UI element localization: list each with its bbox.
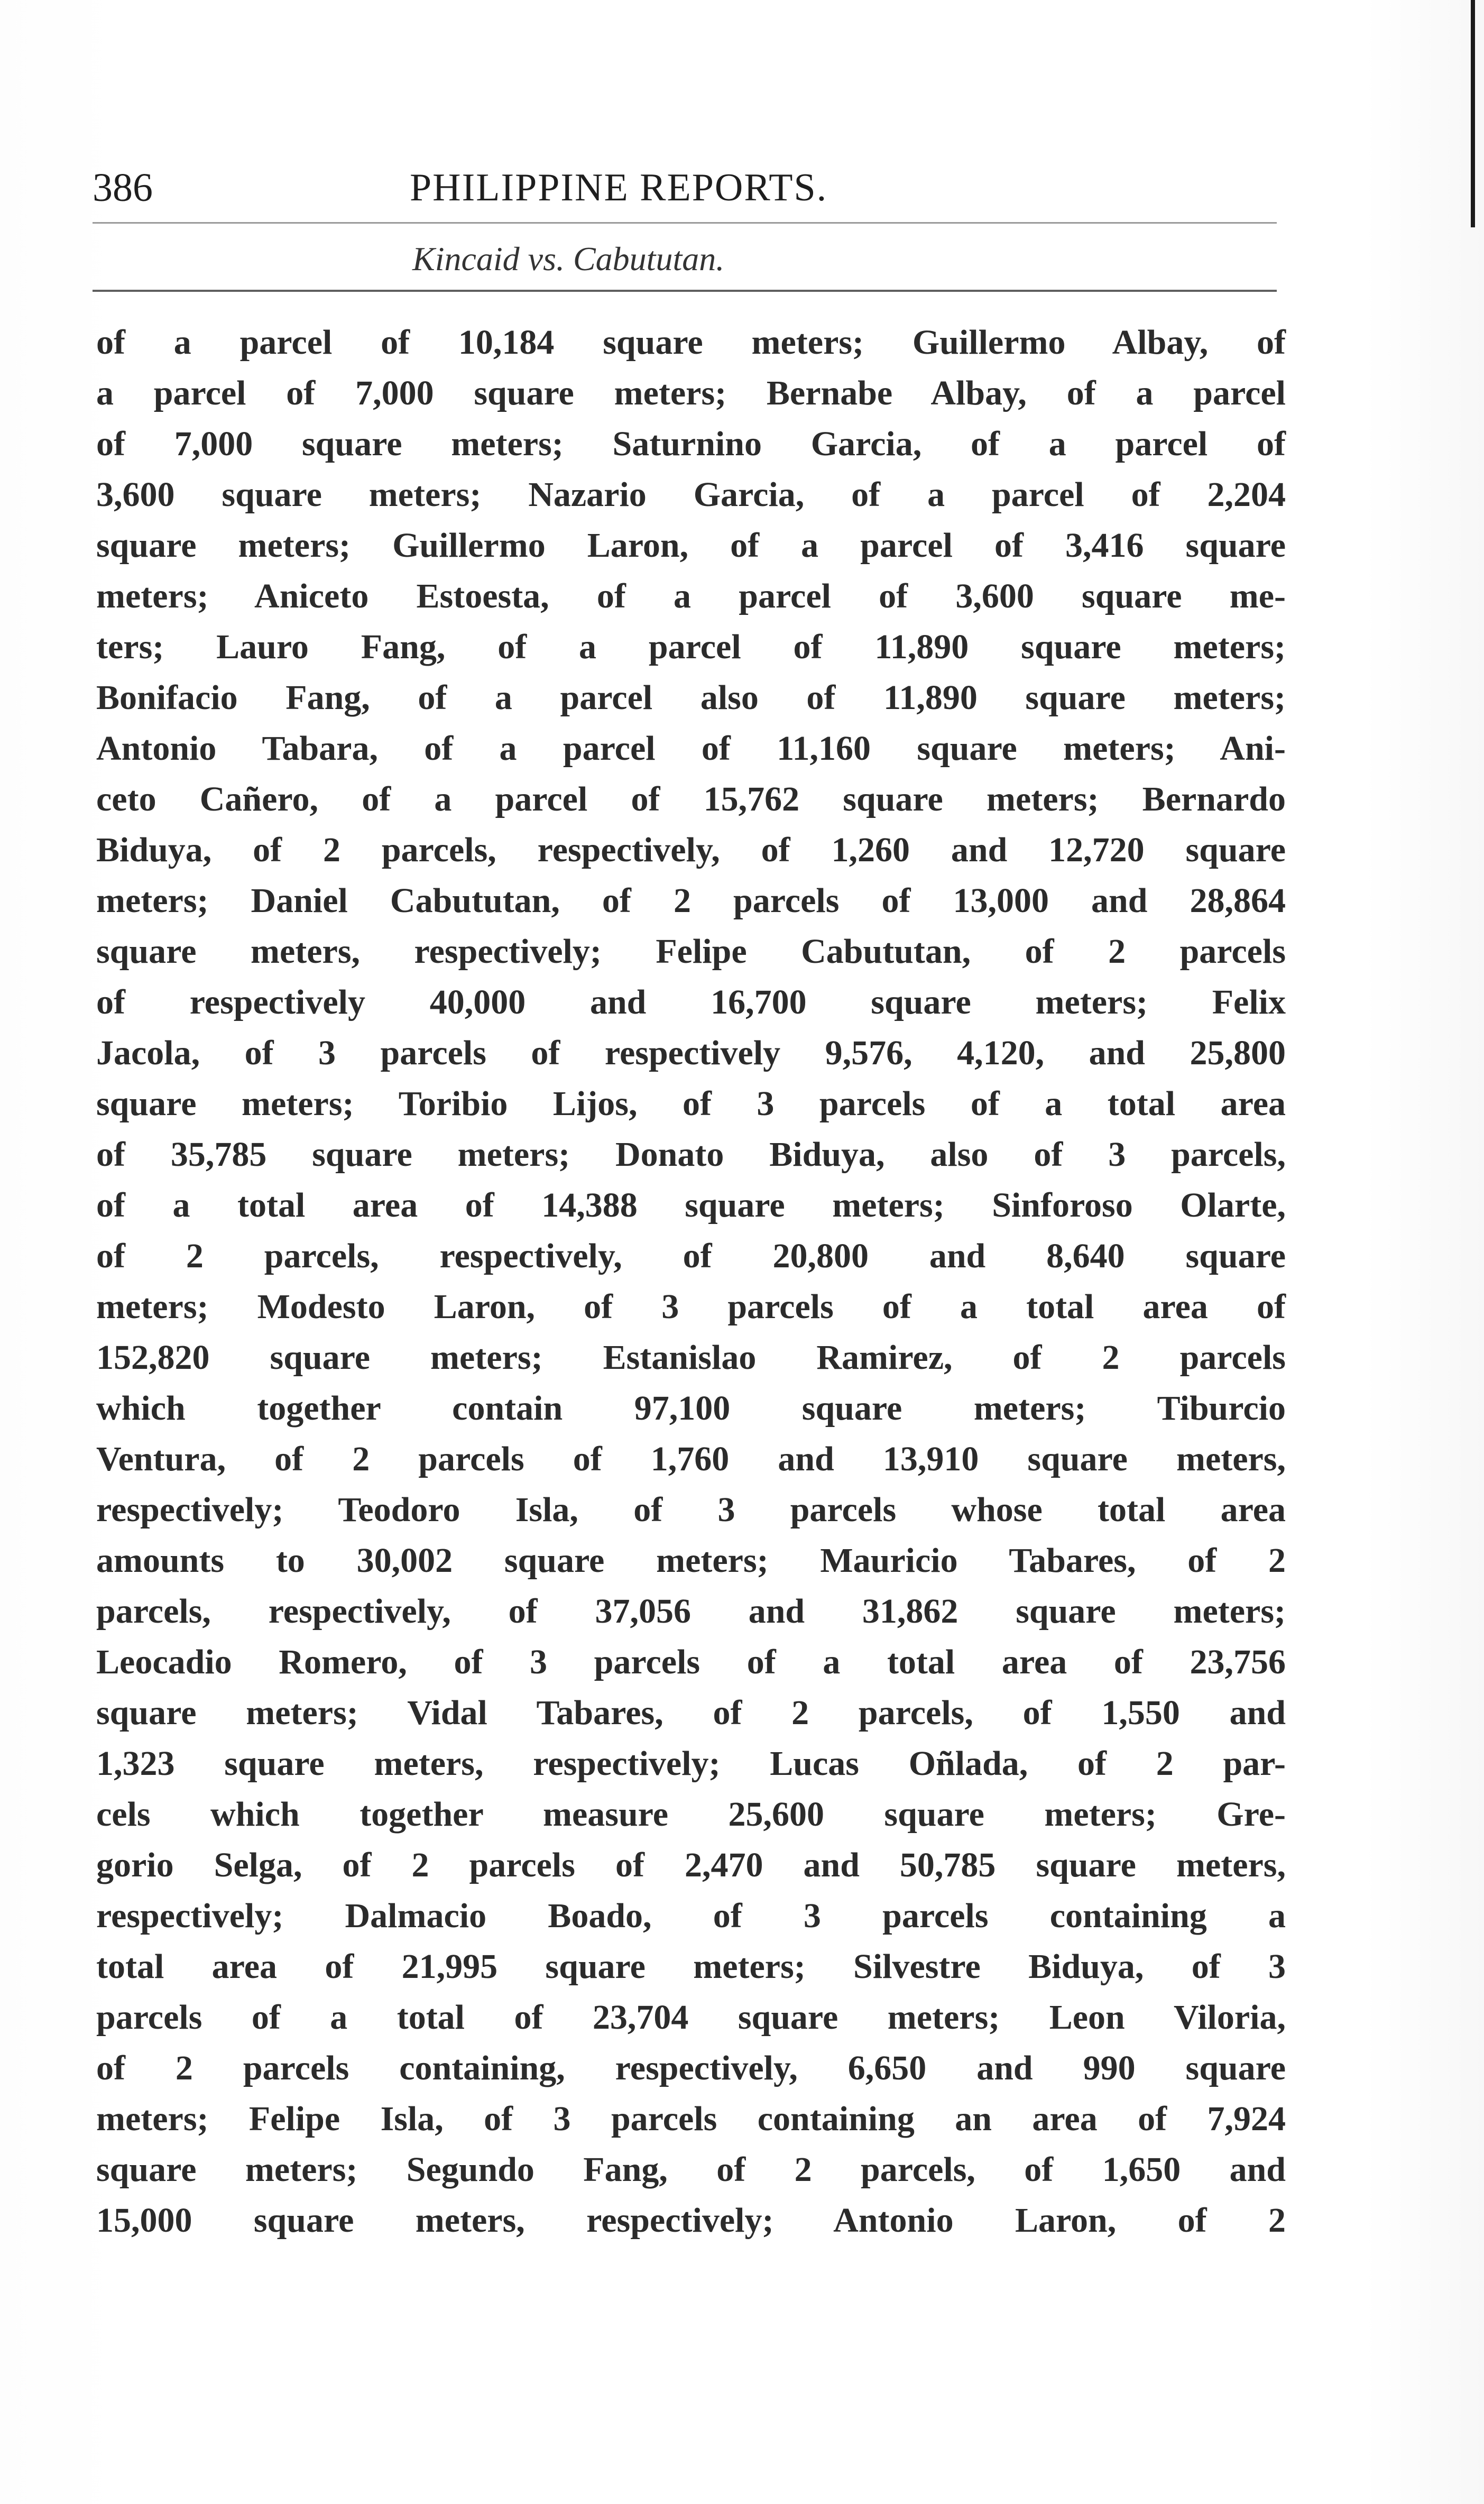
text-line: ters; Lauro Fang, of a parcel of 11,890 square meters; [96, 628, 1286, 666]
running-title: PHILIPPINE REPORTS. [410, 166, 828, 209]
text-line: parcels, respectively, of 37,056 and 31,862 square meters; [96, 1592, 1286, 1631]
text-line: meters; Felipe Isla, of 3 parcels containing an area of 7,924 [96, 2100, 1286, 2138]
text-line: 15,000 square meters, respectively; Antonio Laron, of 2 [96, 2201, 1286, 2240]
case-title-rule [93, 290, 1277, 292]
text-line: which together contain 97,100 square meters; Tiburcio [96, 1389, 1286, 1428]
text-line: meters; Aniceto Estoesta, of a parcel of 3,600 square me- [96, 577, 1286, 615]
text-line: total area of 21,995 square meters; Silvestre Biduya, of 3 [96, 1947, 1286, 1986]
body-text [96, 317, 1286, 2246]
text-line: of a parcel of 10,184 square meters; Guillermo Albay, of [96, 323, 1286, 362]
text-line: of 35,785 square meters; Donato Biduya, also of 3 parcels, [96, 1135, 1286, 1174]
text-line: Biduya, of 2 parcels, respectively, of 1,260 and 12,720 square [96, 831, 1286, 869]
text-line: square meters; Toribio Lijos, of 3 parcels of a total area [96, 1084, 1286, 1123]
text-line: Ventura, of 2 parcels of 1,760 and 13,910 square meters, [96, 1440, 1286, 1478]
text-line: 1,323 square meters, respectively; Lucas Oñlada, of 2 par- [96, 1744, 1286, 1783]
text-line: of a total area of 14,388 square meters; Sinforoso Olarte, [96, 1186, 1286, 1225]
text-line: 3,600 square meters; Nazario Garcia, of a parcel of 2,204 [96, 475, 1286, 514]
page-number: 386 [93, 165, 153, 210]
text-line: of 2 parcels, respectively, of 20,800 and 8,640 square [96, 1237, 1286, 1275]
text-line: cels which together measure 25,600 square meters; Gre- [96, 1795, 1286, 1834]
text-line: ceto Cañero, of a parcel of 15,762 square meters; Bernardo [96, 780, 1286, 818]
text-line: Leocadio Romero, of 3 parcels of a total area of 23,756 [96, 1643, 1286, 1681]
text-line: square meters; Segundo Fang, of 2 parcels, of 1,650 and [96, 2150, 1286, 2189]
scan-speck [3, 78, 8, 86]
case-title: Kincaid vs. Cabututan. [412, 240, 725, 278]
text-line: respectively; Teodoro Isla, of 3 parcels whose total area [96, 1490, 1286, 1529]
text-line: 152,820 square meters; Estanislao Ramirez, of 2 parcels [96, 1338, 1286, 1377]
text-line: square meters; Guillermo Laron, of a parcel of 3,416 square [96, 526, 1286, 565]
running-header [93, 159, 1277, 217]
text-line: square meters; Vidal Tabares, of 2 parcels, of 1,550 and [96, 1693, 1286, 1732]
text-line: meters; Daniel Cabututan, of 2 parcels of 13,000 and 28,864 [96, 881, 1286, 920]
text-line: Bonifacio Fang, of a parcel also of 11,890 square meters; [96, 678, 1286, 717]
text-line: square meters, respectively; Felipe Cabututan, of 2 parcels [96, 932, 1286, 971]
text-line: Jacola, of 3 parcels of respectively 9,576, 4,120, and 25,800 [96, 1034, 1286, 1072]
text-line: gorio Selga, of 2 parcels of 2,470 and 50,785 square meters, [96, 1846, 1286, 1884]
text-line: parcels of a total of 23,704 square meters; Leon Viloria, [96, 1998, 1286, 2037]
header-rule [93, 222, 1277, 224]
text-line: of respectively 40,000 and 16,700 square meters; Felix [96, 983, 1286, 1021]
text-line: of 2 parcels containing, respectively, 6,650 and 990 square [96, 2049, 1286, 2087]
text-line: amounts to 30,002 square meters; Mauricio Tabares, of 2 [96, 1541, 1286, 1580]
text-line: of 7,000 square meters; Saturnino Garcia, of a parcel of [96, 425, 1286, 463]
text-line: a parcel of 7,000 square meters; Bernabe Albay, of a parcel [96, 374, 1286, 412]
text-line: Antonio Tabara, of a parcel of 11,160 square meters; Ani- [96, 729, 1286, 768]
text-line: meters; Modesto Laron, of 3 parcels of a total area of [96, 1287, 1286, 1326]
page-edge-shadow [1471, 0, 1475, 227]
text-line: respectively; Dalmacio Boado, of 3 parcels containing a [96, 1897, 1286, 1935]
